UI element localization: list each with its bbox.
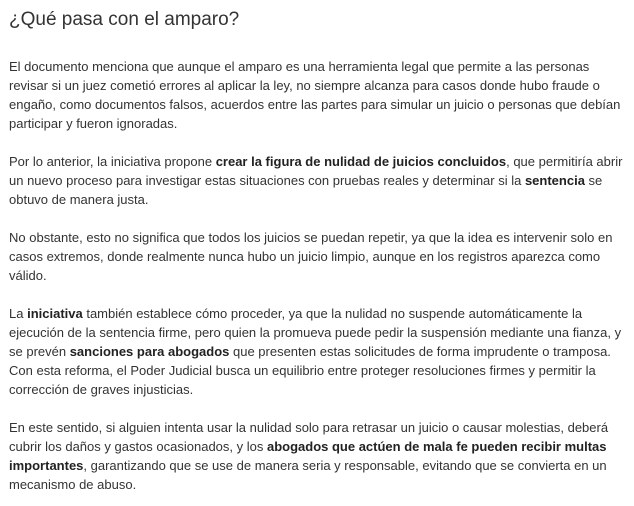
paragraph-text: No obstante, esto no significa que todos los juicios se puedan repetir, ya que la idea es intervenir solo en casos extremos, donde realmente nunca hubo un juicio limpio, aunque en los registros aparezca como válido. [9, 230, 613, 283]
paragraph-text: El documento menciona que aunque el amparo es una herramienta legal que permite a las personas revisar si un juez cometió errores al aplicar la ley, no siempre alcanza para casos donde hubo fraude o engaño, como documentos falsos, acuerdos entre las partes para simular un juicio o personas que debían participar y fueron ignoradas. [9, 59, 621, 131]
paragraph-text: , que permitiría abrir un nuevo proceso para investigar estas situaciones con pruebas reales y determinar si la [9, 154, 623, 188]
paragraph-text: , garantizando que se use de manera seria y responsable, evitando que se convierta en un mecanismo de abuso. [9, 458, 607, 492]
section-heading: ¿Qué pasa con el amparo? [9, 9, 240, 30]
paragraph-text: se obtuvo de manera justa. [9, 173, 603, 207]
paragraph-procedure [9, 304, 624, 399]
bold-phrase: crear la figura de nulidad de juicios concluidos [215, 154, 507, 169]
paragraph-text: En este sentido, si alguien intenta usar la nulidad solo para retrasar un juicio o causar molestias, deberá cubrir los daños y gastos ocasionados, y los [9, 420, 609, 454]
paragraph-sanctions [9, 418, 624, 494]
paragraph-proposal [9, 152, 624, 209]
paragraph-extreme-cases [9, 228, 624, 285]
bold-phrase: sentencia [524, 173, 585, 188]
bold-phrase: sanciones para abogados [69, 344, 230, 359]
paragraph-text: también establece cómo proceder, ya que la nulidad no suspende automáticamente la ejecución de la sentencia firme, pero quien la promueva puede pedir la suspensión mediante una fianza, y se prevén [9, 306, 622, 359]
paragraph-text: La [9, 306, 28, 321]
bold-phrase: iniciativa [27, 306, 83, 321]
paragraph-text: Por lo anterior, la iniciativa propone [9, 154, 216, 169]
paragraph-amparo-limits [9, 57, 624, 133]
bold-phrase: abogados que actúen de mala fe pueden recibir multas importantes [9, 439, 607, 473]
paragraph-text: que presenten estas solicitudes de forma imprudente o tramposa. Con esta reforma, el Poder Judicial busca un equilibrio entre proteger resoluciones firmes y permitir la corrección de graves injusticias. [9, 344, 611, 397]
